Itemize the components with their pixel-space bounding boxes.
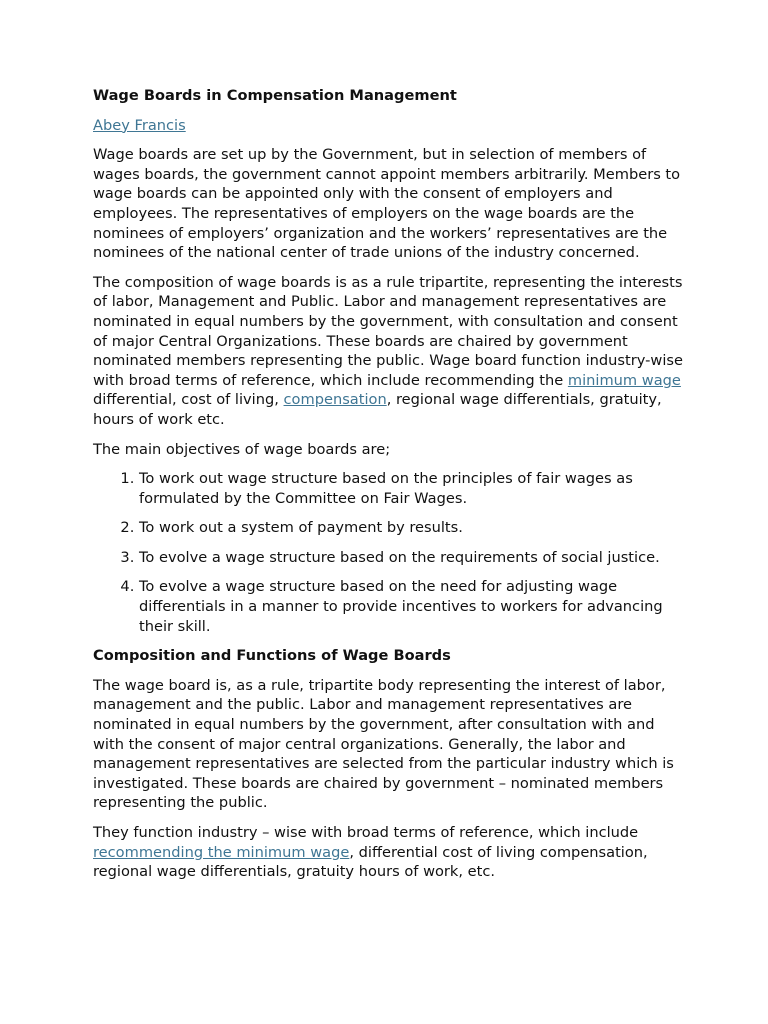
paragraph-functions-text-1: They function industry – wise with broad terms of reference, which include bbox=[93, 824, 639, 841]
objectives-intro: The main objectives of wage boards are; bbox=[93, 440, 391, 458]
paragraph-composition-text-3: , regional wage differentials, gratuity, hours of work etc. bbox=[93, 391, 662, 428]
paragraph-composition-text-1: The composition of wage boards is as a rule tripartite, representing the interests of labor, Management and Public. Labor and management representatives are nominated in equal numbers by the government, with consultation and consent of major Central Organizations. These boards are chaired by government nominated members representing the public. Wage board function industry-wise with broad terms of reference, which include recommending the bbox=[93, 273, 683, 389]
author-link[interactable]: Abey Francis bbox=[93, 116, 186, 134]
minimum-wage-link[interactable]: minimum wage bbox=[567, 371, 681, 389]
paragraph-composition-text-2: differential, cost of living, bbox=[93, 391, 284, 409]
recommending-minimum-wage-link[interactable]: recommending the minimum wage bbox=[93, 843, 350, 861]
compensation-link[interactable]: compensation bbox=[283, 391, 387, 409]
objectives-list bbox=[93, 469, 683, 636]
list-item: 4. To evolve a wage structure based on the need for adjusting wage differentials in a manner to provide incentives to workers for advancing their skill. bbox=[139, 577, 683, 636]
list-item: 2. To work out a system of payment by results. bbox=[139, 518, 683, 538]
paragraph-composition bbox=[93, 273, 683, 430]
list-item: 1. To work out wage structure based on the principles of fair wages as formulated by the Committee on Fair Wages. bbox=[139, 469, 683, 508]
document-page bbox=[93, 86, 683, 892]
list-item: 3. To evolve a wage structure based on the requirements of social justice. bbox=[139, 548, 683, 568]
paragraph-intro: Wage boards are set up by the Government, but in selection of members of wages boards, the government cannot appoint members arbitrarily. Members to wage boards can be appointed only with the consent of employers and employees. The representatives of employers on the wage boards are the nominees of employers’ organization and the workers’ representatives are the nominees of the national center of trade unions of the industry concerned. bbox=[93, 146, 681, 262]
paragraph-functions bbox=[93, 823, 683, 882]
document-title: Wage Boards in Compensation Management bbox=[93, 87, 457, 104]
section-heading: Composition and Functions of Wage Boards bbox=[93, 647, 451, 665]
paragraph-functions-text-2: , differential cost of living compensation, regional wage differentials, gratuity hours of work, etc. bbox=[93, 843, 648, 881]
paragraph-wage-board: The wage board is, as a rule, tripartite body representing the interest of labor, management and the public. Labor and management representatives are nominated in equal numbers by the government, after consultation with and with the consent of major central organizations. Generally, the labor and management representatives are selected from the particular industry which is investigated. These boards are chaired by government – nominated members representing the public. bbox=[93, 676, 674, 812]
